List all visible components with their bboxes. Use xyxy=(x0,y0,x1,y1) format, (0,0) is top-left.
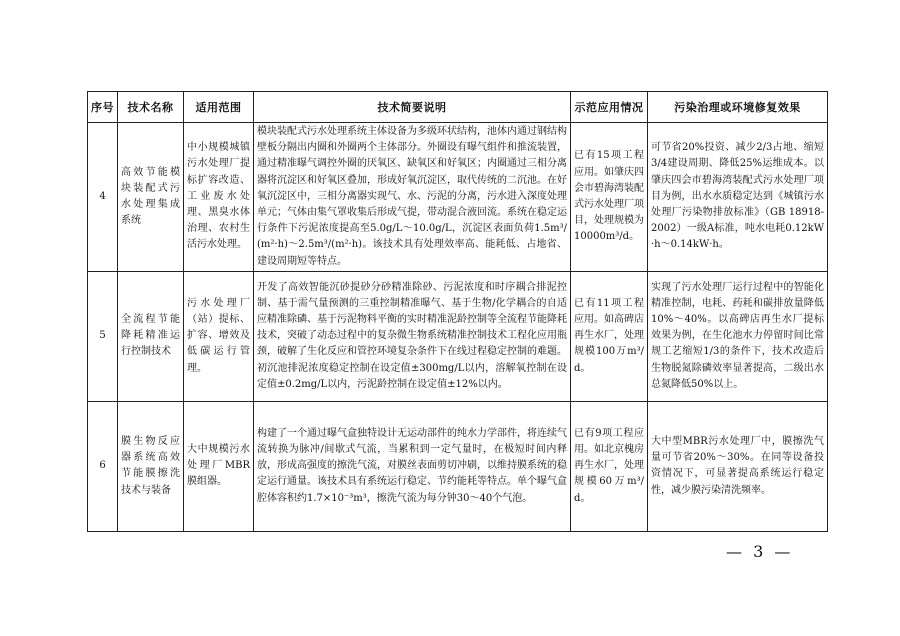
row-number: 5 xyxy=(99,330,106,342)
demonstration-application: 已有15项工程应用。如肇庆四会市碧海湾装配式污水处理厂项目，处理规模为10000m³/d。 xyxy=(574,150,644,243)
table-row xyxy=(88,123,828,272)
remediation-effect: 实现了污水处理厂运行过程中的智能化精准控制，电耗、药耗和碳排放量降低10%～40%。以高碑店再生水厂提标效果为例，在生化池水力停留时间比常规工艺缩短1/3的条件下，技术改造后生物脱氮除磷效率显著提高，二级出水总氮降低50%以上。 xyxy=(651,281,824,390)
remediation-effect: 大中型MBR污水处理厂中，膜擦洗气量可节省20%～30%。在同等设备投资情况下，可显著提高系统运行稳定性，减少膜污染清洗频率。 xyxy=(651,435,824,496)
table-row xyxy=(88,271,828,401)
remediation-effect: 可节省20%投资、减少2/3占地、缩短3/4建设周期、降低25%运维成本。以肇庆四会市碧海湾装配式污水处理厂项目为例，出水水质稳定达到《城镇污水处理厂污染物排放标准》（GB 18918-2002）一级A标准，吨水电耗0.12kW·h～0.14kW·h。 xyxy=(651,142,824,251)
table-row xyxy=(88,401,828,531)
technology-description: 开发了高效智能沉砂提砂分砂精准除砂、污泥浓度和时序耦合排泥控制、基于需气量预测的三重控制精准曝气、基于生物/化学耦合的自适应精准除磷、基于污泥物料平衡的实时精准泥龄控制等全流程节能降耗技术，突破了动态过程中的复杂微生物系统精准控制技术工程化应用瓶颈，破解了生化反应和管控环境复杂条件下在线过程稳定控制的难题。初沉池排泥浓度稳定控制在设定值±300mg/L以内，溶解氧控制在设定值±0.2mg/L以内，污泥龄控制在设定值±12%以内。 xyxy=(257,281,567,390)
technology-table xyxy=(87,91,828,532)
demonstration-application: 已有11项工程应用。如高碑店再生水厂，处理规模100万m³/d。 xyxy=(574,297,644,374)
application-scope: 污水处理厂（站）提标、扩容、增效及低碳运行管理。 xyxy=(187,297,250,374)
application-scope: 中小规模城镇污水处理厂提标扩容改造、工业废水处理、黑臭水体治理、农村生活污水处理。 xyxy=(187,142,250,251)
technology-name: 全流程节能降耗精准运行控制技术 xyxy=(121,314,180,358)
technology-name: 膜生物反应器系统高效节能膜擦洗技术与装备 xyxy=(121,435,180,496)
table-header-row xyxy=(88,92,828,123)
demonstration-application: 已有9项工程应用。如北京槐房再生水厂，处理规模60万m³/d。 xyxy=(574,427,644,504)
header-no: 序号 xyxy=(88,92,118,123)
application-scope: 大中规模污水处理厂MBR膜组器。 xyxy=(187,444,250,488)
technology-description: 模块装配式污水处理系统主体设备为多级环状结构，池体内通过钢结构壁板分隔出内圈和外圈两个主体部分。外圈设有曝气组件和推流装置，通过精准曝气调控外圈的厌氧区、缺氧区和好氧区；内圈通过三相分离器将沉淀区和好氧区叠加，形成好氧沉淀区，取代传统的二沉池。在好氧沉淀区中，三相分离器实现气、水、污泥的分离，污水进入深度处理单元；气体由集气罩收集后形成气提，带动混合液回流。系统在稳定运行条件下污泥浓度提高至5.0g/L～10.0g/L，沉淀区表面负荷1.5m³/(m²·h)～2.5m³/(m²·h)。该技术具有处理效率高、能耗低、占地省、建设周期短等特点。 xyxy=(257,126,567,267)
row-number: 4 xyxy=(99,190,106,202)
header-name: 技术名称 xyxy=(118,92,184,123)
header-demo: 示范应用情况 xyxy=(571,92,648,123)
header-scope: 适用范围 xyxy=(184,92,254,123)
page-number: — 3 — xyxy=(726,542,794,561)
header-desc: 技术简要说明 xyxy=(254,92,571,123)
header-effect: 污染治理或环境修复效果 xyxy=(648,92,828,123)
row-number: 6 xyxy=(99,460,106,472)
technology-name: 高效节能模块装配式污水处理集成系统 xyxy=(121,166,180,227)
technology-description: 构建了一个通过曝气盒独特设计无运动部件的纯水力学部件，将连续气流转换为脉冲/间歇式气流，当累积到一定气量时，在极短时间内释放，形成高强度的擦洗气流，对膜丝表面剪切冲刷，以维持膜系统的稳定运行通量。该技术具有系统运行稳定、节约能耗等特点。单个曝气盒腔体容积约1.7×10⁻³m³，擦洗气流为每分钟30～40个气泡。 xyxy=(257,427,567,504)
